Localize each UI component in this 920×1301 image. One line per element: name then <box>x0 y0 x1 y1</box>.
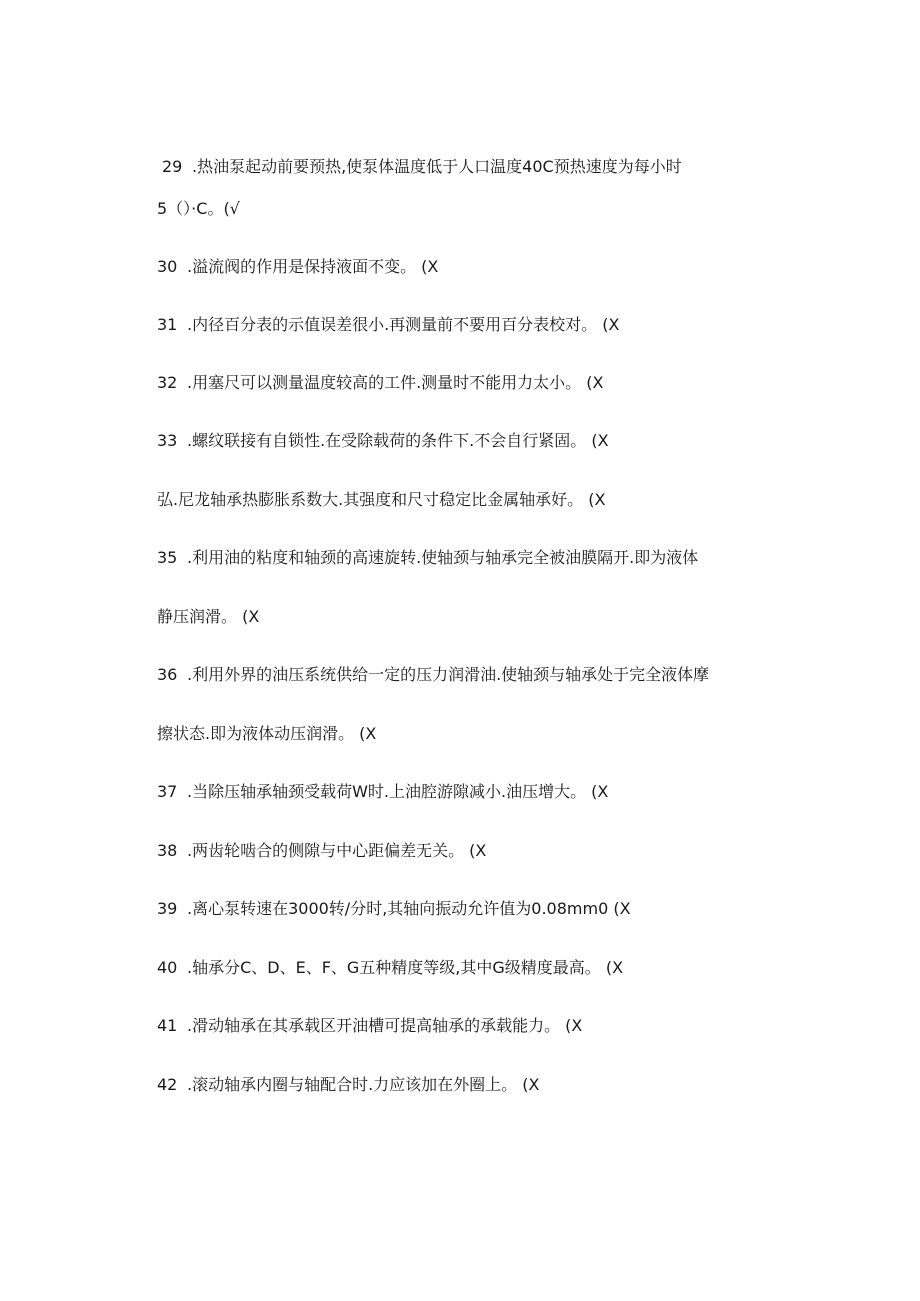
question-line-39 <box>157 899 631 919</box>
question-number: 37 <box>157 782 178 801</box>
question-text: .滚动轴承内圈与轴配合时.力应该加在外圈上。 (X <box>187 1075 540 1094</box>
question-line-29 <box>162 157 682 177</box>
question-text: .螺纹联接有自锁性.在受除载荷的条件下.不会自行紧固。 (X <box>187 431 609 450</box>
question-line-35 <box>157 548 698 568</box>
question-line-29-cont <box>157 199 240 219</box>
question-text: 擦状态.即为液体动压润滑。 (X <box>157 724 377 743</box>
question-number: 35 <box>157 548 178 567</box>
question-line-41 <box>157 1016 582 1036</box>
question-number: 33 <box>157 431 178 450</box>
question-text: .用塞尺可以测量温度较高的工件.测量时不能用力太小。 (X <box>187 373 604 392</box>
question-text: .离心泵转速在3000转/分时,其轴向振动允许值为0.08mm0 (X <box>187 899 631 918</box>
question-line-40 <box>157 958 623 978</box>
question-number: 38 <box>157 841 178 860</box>
question-number: 39 <box>157 899 178 918</box>
question-line-37 <box>157 782 608 802</box>
question-line-36-cont <box>157 724 376 744</box>
question-number: 30 <box>157 257 178 276</box>
question-number: 29 <box>162 157 183 176</box>
question-text: .热油泵起动前要预热,使泵体温度低于人口温度40C预热速度为每小时 <box>192 157 682 176</box>
question-line-34 <box>157 490 605 510</box>
question-line-33 <box>157 431 609 451</box>
question-line-31 <box>157 315 619 335</box>
question-number: 42 <box>157 1075 178 1094</box>
question-number: 41 <box>157 1016 178 1035</box>
question-text: .内径百分表的示值误差很小.再测量前不要用百分表校对。 (X <box>187 315 620 334</box>
question-line-30 <box>157 257 438 277</box>
question-text: 静压润滑。 (X <box>157 607 260 626</box>
question-number: 36 <box>157 665 178 684</box>
question-text: 5（）·C。(√ <box>157 199 240 218</box>
question-line-32 <box>157 373 603 393</box>
question-line-36 <box>157 665 709 685</box>
question-number: 40 <box>157 958 178 977</box>
question-text: .当除压轴承轴颈受载荷W时.上油腔游隙减小.油压增大。 (X <box>187 782 609 801</box>
question-line-35-cont <box>157 607 259 627</box>
question-text: .两齿轮啮合的侧隙与中心距偏差无关。 (X <box>187 841 487 860</box>
question-text: .利用油的粘度和轴颈的高速旋转.使轴颈与轴承完全被油膜隔开.即为液体 <box>187 548 699 567</box>
question-text: .利用外界的油压系统供给一定的压力润滑油.使轴颈与轴承处于完全液体摩 <box>187 665 710 684</box>
question-text: .滑动轴承在其承载区开油槽可提高轴承的承载能力。 (X <box>187 1016 583 1035</box>
question-number: 31 <box>157 315 178 334</box>
question-number: 32 <box>157 373 178 392</box>
question-text: .溢流阀的作用是保持液面不变。 (X <box>187 257 439 276</box>
question-line-38 <box>157 841 486 861</box>
question-text: 弘.尼龙轴承热膨胀系数大.其强度和尺寸稳定比金属轴承好。 (X <box>157 490 606 509</box>
question-text: .轴承分C、D、E、F、G五种精度等级,其中G级精度最高。 (X <box>187 958 624 977</box>
question-line-42 <box>157 1075 539 1095</box>
